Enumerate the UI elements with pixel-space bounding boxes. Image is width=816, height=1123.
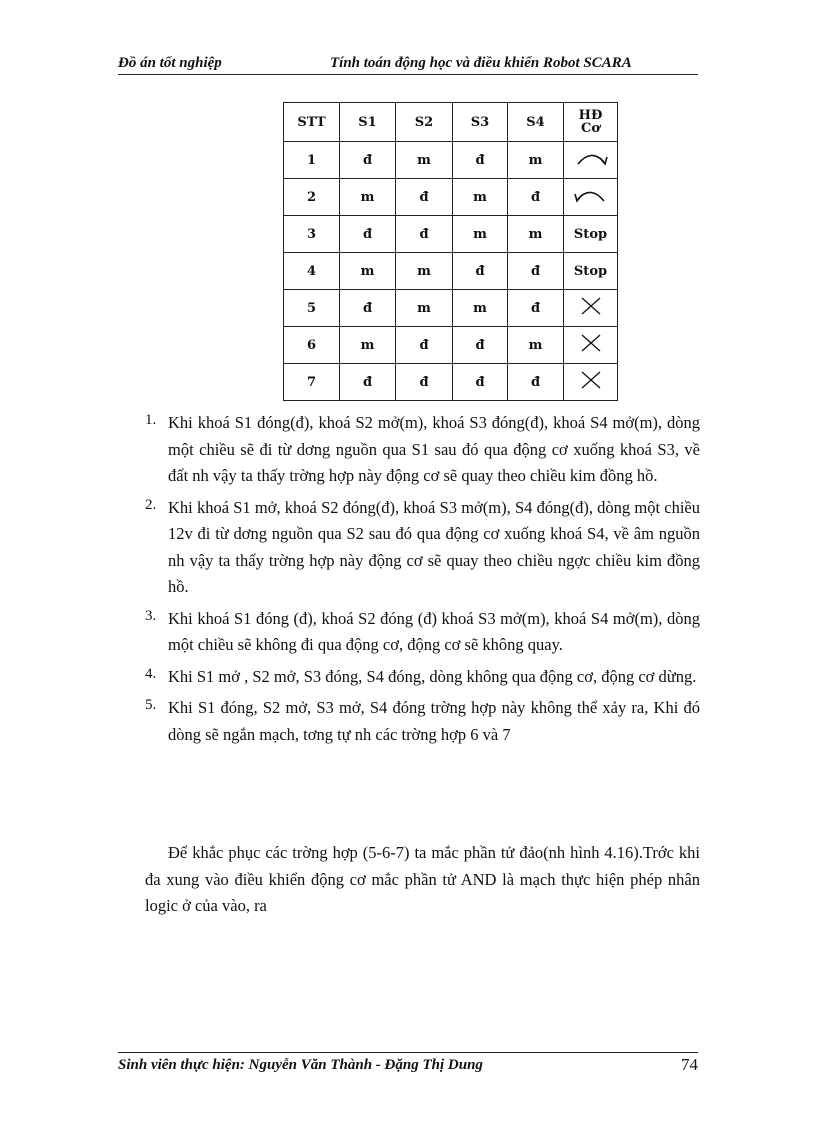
- page-number: 74: [681, 1055, 698, 1074]
- list-item: [145, 695, 700, 748]
- conclusion-paragraph: [145, 840, 700, 920]
- cell-s2: m: [396, 142, 453, 179]
- list-item: [145, 664, 700, 691]
- cell-hd: [564, 364, 618, 401]
- table-row: [284, 253, 618, 290]
- header-hd-line1: HĐ: [578, 108, 603, 123]
- table-row: [284, 327, 618, 364]
- list-item-number: 4.: [145, 665, 157, 682]
- cell-s2: đ: [396, 364, 453, 401]
- cell-hd: [564, 290, 618, 327]
- cell-s4: m: [508, 327, 564, 364]
- cell-s4: đ: [508, 253, 564, 290]
- list-item: [145, 410, 700, 490]
- cell-s3: đ: [453, 142, 508, 179]
- cell-stt: 6: [284, 327, 340, 364]
- cell-s2: đ: [396, 327, 453, 364]
- cell-s2: m: [396, 290, 453, 327]
- list-item-text: Khi khoá S1 đóng (đ), khoá S2 đóng (đ) khoá S3 mở(m), khoá S4 mở(m), dòng một chiều sẽ không đi qua động cơ, động cơ sẽ không quay.: [168, 608, 700, 654]
- cell-hd: [564, 327, 618, 364]
- header-s3: S3: [453, 103, 508, 142]
- cell-hd: Stop: [564, 216, 618, 253]
- list-item-text: Khi S1 đóng, S2 mở, S3 mở, S4 đóng trờng hợp này không thể xảy ra, Khi đó dòng sẽ ngắn mạch, tơng tự nh các trờng hợp 6 và 7: [168, 698, 700, 744]
- rotate-cw-icon: [573, 147, 609, 173]
- cell-s1: đ: [340, 290, 396, 327]
- cell-s4: m: [508, 216, 564, 253]
- conclusion-text: Để khắc phục các trờng hợp (5-6-7) ta mắc phần tử đảo(nh hình 4.16).Trớc khi đa xung vào điều khiển động cơ mắc phần tử AND là mạch thực hiện phép nhân logic ở của vào, ra: [145, 843, 700, 915]
- table-header-row: [284, 103, 618, 142]
- cell-hd: Stop: [564, 253, 618, 290]
- header-s1: S1: [340, 103, 396, 142]
- header-s4: S4: [508, 103, 564, 142]
- cell-s4: đ: [508, 364, 564, 401]
- table-row: [284, 179, 618, 216]
- cell-stt: 5: [284, 290, 340, 327]
- switch-state-table: [283, 102, 618, 401]
- cell-s3: đ: [453, 253, 508, 290]
- cell-s1: m: [340, 327, 396, 364]
- header-hd-co: [564, 103, 618, 142]
- cross-icon: [580, 296, 602, 320]
- table-row: [284, 142, 618, 179]
- header-stt: STT: [284, 103, 340, 142]
- header-right: Tính toán động học và điều khiển Robot SCARA: [330, 55, 632, 71]
- list-item-number: 1.: [145, 412, 157, 428]
- cell-s3: m: [453, 179, 508, 216]
- cell-s1: đ: [340, 216, 396, 253]
- cell-s1: đ: [340, 142, 396, 179]
- cell-hd: [564, 179, 618, 216]
- table-row: [284, 290, 618, 327]
- header-s2: S2: [396, 103, 453, 142]
- cell-s2: đ: [396, 216, 453, 253]
- cell-s2: m: [396, 253, 453, 290]
- list-item-text: Khi S1 mở , S2 mở, S3 đóng, S4 đóng, dòng không qua động cơ, động cơ dừng.: [168, 666, 697, 686]
- cell-stt: 7: [284, 364, 340, 401]
- cell-s1: m: [340, 179, 396, 216]
- rotate-ccw-icon: [573, 184, 609, 210]
- cell-s1: đ: [340, 364, 396, 401]
- cell-s4: m: [508, 142, 564, 179]
- header-left: Đồ án tốt nghiệp: [118, 55, 222, 71]
- cell-s2: đ: [396, 179, 453, 216]
- list-item-number: 2.: [145, 496, 157, 513]
- cell-stt: 3: [284, 216, 340, 253]
- cross-icon: [580, 370, 602, 394]
- table-row: [284, 364, 618, 401]
- cell-s3: m: [453, 290, 508, 327]
- cross-icon: [580, 333, 602, 357]
- footer-authors: Sinh viên thực hiện: Nguyễn Văn Thành - Đặng Thị Dung: [118, 1057, 483, 1073]
- list-item: [145, 606, 700, 659]
- cell-s3: m: [453, 216, 508, 253]
- list-item-text: Khi khoá S1 mở, khoá S2 đóng(đ), khoá S3 mở(m), S4 đóng(đ), dòng một chiều 12v đi từ dơng nguồn qua S2 sau đó qua động cơ xuống khoá S4, về âm nguồn nh vậy ta thấy trờng hợp này động cơ sẽ quay theo chiều ngợc chiều kim đồng hồ.: [168, 497, 700, 596]
- page-footer: [118, 1052, 698, 1077]
- list-item-text: Khi khoá S1 đóng(đ), khoá S2 mở(m), khoá S3 đóng(đ), khoá S4 mở(m), dòng một chiều sẽ đi từ dơng nguồn qua S1 sau đó qua động cơ xuống khoá S3, về đất nh vậy ta thấy trờng hợp này động cơ sẽ quay theo chiều kim đồng hồ.: [168, 413, 700, 485]
- header-hd-line2: Cơ: [580, 121, 601, 136]
- cell-stt: 4: [284, 253, 340, 290]
- explanation-list: [145, 410, 700, 753]
- cell-s4: đ: [508, 290, 564, 327]
- table-row: [284, 216, 618, 253]
- list-item: [145, 495, 700, 601]
- list-item-number: 5.: [145, 697, 157, 713]
- page-header: [118, 50, 698, 75]
- cell-stt: 1: [284, 142, 340, 179]
- list-item-number: 3.: [145, 607, 157, 624]
- cell-s4: đ: [508, 179, 564, 216]
- cell-hd: [564, 142, 618, 179]
- cell-stt: 2: [284, 179, 340, 216]
- cell-s1: m: [340, 253, 396, 290]
- cell-s3: đ: [453, 364, 508, 401]
- cell-s3: đ: [453, 327, 508, 364]
